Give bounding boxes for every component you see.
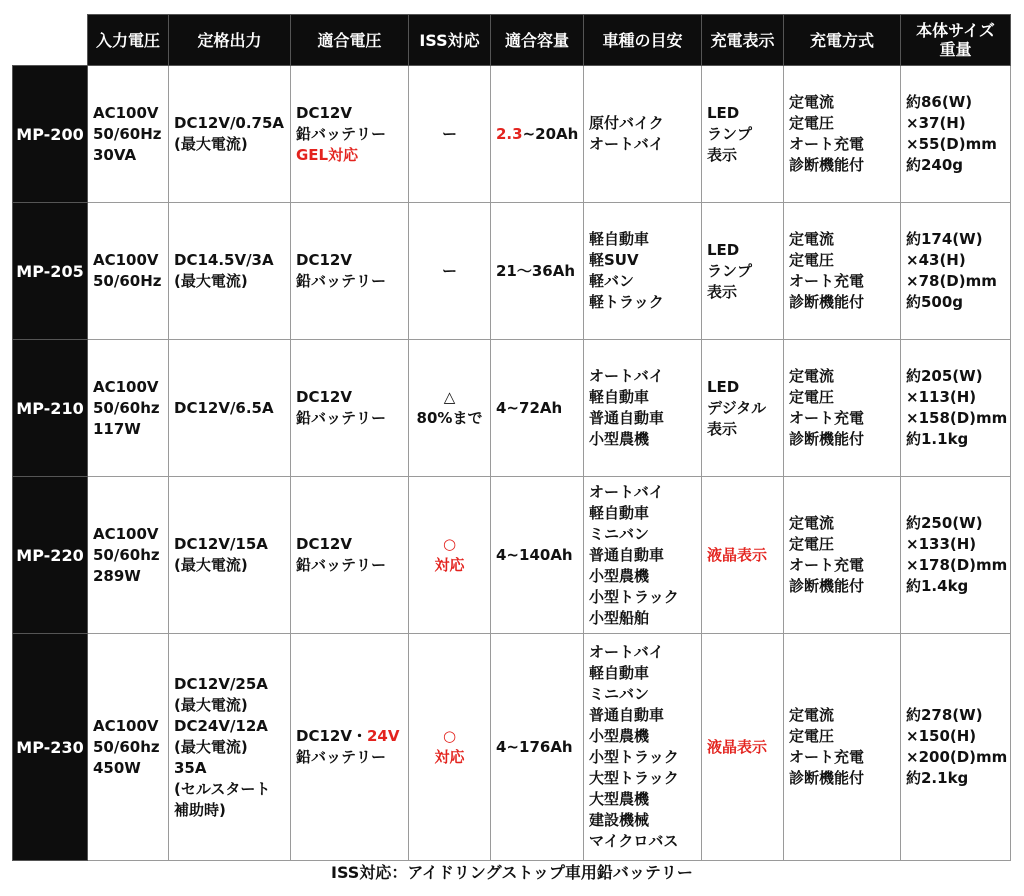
cell-line: 表示 [707,145,738,164]
cell-line: 定電圧 [789,535,835,553]
gel-support-text: GEL対応 [296,145,359,164]
cell-line: 50/60hz [93,545,160,564]
rated-output-cell [169,340,291,477]
cell-line: ×178(D)mm [906,556,1008,574]
cell-line: 50/60hz [93,398,160,417]
cell-line: 約2.1kg [906,769,969,787]
cell-line: 約250(W) [906,514,983,532]
table-row-mp-220 [13,477,1011,634]
cell-line: ×158(D)mm [906,409,1008,427]
cell-line: 鉛バッテリー [296,409,387,427]
cell-line: ランプ [707,124,753,143]
vehicle-cell [584,203,702,340]
cell-line: 小型農機 [589,727,650,745]
header-vehicle: 車種の目安 [584,15,702,66]
iss-supported-symbol: ○ [442,727,457,745]
header-battery-voltage: 適合電圧 [291,15,409,66]
cell-line: 小型農機 [589,566,650,585]
iss-cell [409,477,491,634]
cell-line: 鉛バッテリー [296,556,387,574]
cell-line: 117W [93,419,141,438]
cell-line: DC14.5V/3A [174,251,274,269]
cell-line: DC12V [296,535,352,553]
iss-cell: ー [409,66,491,203]
battery-voltage-cell [291,203,409,340]
header-weight-line: 重量 [939,40,972,59]
model-name: MP-220 [13,477,88,634]
cell-line: オート充電 [789,409,865,427]
cell-line: ランプ [707,261,753,280]
cell-line: オートバイ [589,482,664,501]
cell-line: ミニバン [589,524,650,543]
size-weight-cell [901,634,1011,861]
cell-line: 定電圧 [789,727,835,745]
capacity-cell: 4~140Ah [491,477,584,634]
cell-line: AC100V [93,251,159,269]
cell-line: 大型トラック [589,769,679,787]
iss-cell [409,634,491,861]
cell-line: 診断機能付 [789,769,865,787]
battery-voltage-cell [291,66,409,203]
cell-line: オートバイ [589,367,664,385]
cell-line: DC12V/15A [174,535,268,553]
cell-line: (最大電流) [174,695,248,714]
display-cell [702,203,784,340]
capacity-min-highlight: 2.3 [496,124,523,143]
header-iss: ISS対応 [409,15,491,66]
cell-line: オート充電 [789,556,865,574]
cell-line: 小型船舶 [589,608,650,627]
iss-note: 対応 [434,748,465,766]
cell-line: 鉛バッテリー [296,748,387,766]
method-cell [784,66,901,203]
header-capacity: 適合容量 [491,15,584,66]
cell-line: 小型農機 [589,430,650,448]
cell-line: 軽自動車 [589,230,650,248]
method-cell [784,203,901,340]
cell-line: 定電圧 [789,114,835,132]
cell-line: 大型農機 [589,790,650,808]
cell-line: AC100V [93,524,159,543]
cell-line: 約240g [906,156,964,174]
rated-output-cell [169,477,291,634]
cell-line: 軽自動車 [589,388,650,406]
cell-line: ×133(H) [906,535,977,553]
cell-line: 診断機能付 [789,430,865,448]
capacity-cell: 4~176Ah [491,634,584,861]
size-weight-cell [901,66,1011,203]
cell-line: 診断機能付 [789,293,865,311]
cell-line: 約205(W) [906,367,983,385]
method-cell [784,634,901,861]
input-voltage-cell [88,66,169,203]
input-voltage-cell [88,340,169,477]
capacity-cell [491,66,584,203]
vehicle-cell [584,634,702,861]
cell-line: 軽自動車 [589,664,650,682]
cell-line: 表示 [707,419,738,438]
cell-line: ×113(H) [906,388,977,406]
cell-line: ×43(H) [906,251,966,269]
table-row-mp-205 [13,203,1011,340]
cell-line: DC24V/12A [174,716,268,735]
cell-line: デジタル [707,398,767,417]
cell-line: 定電圧 [789,251,835,269]
cell-line: AC100V [93,716,159,735]
cell-line: オートバイ [589,643,664,661]
cell-line: ×78(D)mm [906,272,997,290]
table-row-mp-210 [13,340,1011,477]
battery-voltage-cell [291,634,409,861]
vehicle-cell [584,66,702,203]
cell-line: 約1.4kg [906,577,969,595]
cell-line: 約500g [906,293,964,311]
voltage-12v: DC12V・ [296,727,367,745]
cell-line: 約1.1kg [906,430,969,448]
display-cell [702,66,784,203]
cell-line: 289W [93,566,141,585]
cell-line: 小型トラック [589,748,679,766]
method-cell [784,340,901,477]
cell-line: DC12V/6.5A [174,398,274,417]
cell-line: 普通自動車 [589,545,665,564]
iss-supported-symbol: ○ [442,535,457,553]
cell-line: 鉛バッテリー [296,124,387,143]
cell-line: (最大電流) [174,272,248,290]
header-rated-output: 定格出力 [169,15,291,66]
display-cell: 液晶表示 [702,477,784,634]
cell-line: 定電流 [789,514,835,532]
header-row [13,15,1011,66]
cell-line: オート充電 [789,748,865,766]
rated-output-cell [169,66,291,203]
voltage-24v-highlight: 24V [366,727,400,745]
header-display: 充電表示 [702,15,784,66]
cell-line: 診断機能付 [789,156,865,174]
cell-line: 30VA [93,145,137,164]
vehicle-cell [584,340,702,477]
input-voltage-cell [88,477,169,634]
header-input-voltage: 入力電圧 [88,15,169,66]
cell-line: 約86(W) [906,93,973,111]
cell-line: 診断機能付 [789,577,865,595]
cell-line: ミニバン [589,685,650,703]
capacity-rest: ~20Ah [522,124,579,143]
cell-line: マイクロバス [589,832,679,850]
cell-line: オート充電 [789,272,865,290]
cell-line: 軽自動車 [589,503,650,522]
cell-line: 鉛バッテリー [296,272,387,290]
cell-line: (最大電流) [174,135,248,153]
input-voltage-cell [88,634,169,861]
cell-line: AC100V [93,103,159,122]
cell-line: 定電流 [789,230,835,248]
model-name: MP-200 [13,66,88,203]
display-cell: 液晶表示 [702,634,784,861]
capacity-cell: 21〜36Ah [491,203,584,340]
cell-line: 軽SUV [589,251,639,269]
cell-line: ×55(D)mm [906,135,997,153]
cell-line: 普通自動車 [589,706,665,724]
cell-line: 定電流 [789,367,835,385]
iss-cell [409,340,491,477]
iss-note: 対応 [434,556,465,574]
input-voltage-cell [88,203,169,340]
cell-line: 表示 [707,282,738,301]
header-corner [13,15,88,66]
battery-voltage-cell [291,340,409,477]
cell-line: オートバイ [589,135,664,153]
cell-line: 約278(W) [906,706,983,724]
size-weight-cell [901,340,1011,477]
cell-line: (セルスタート [174,779,271,798]
display-cell [702,340,784,477]
cell-line: DC12V/0.75A [174,114,285,132]
header-method: 充電方式 [784,15,901,66]
battery-voltage-cell [291,477,409,634]
cell-line: オート充電 [789,135,865,153]
size-weight-cell [901,203,1011,340]
method-cell [784,477,901,634]
cell-line: 50/60hz [93,737,160,756]
cell-line: 35A [174,758,207,777]
header-size-line: 本体サイズ [916,21,995,40]
cell-line: ×37(H) [906,114,966,132]
cell-line: 補助時) [174,800,226,819]
cell-line: 原付バイク [589,114,664,132]
cell-line: (最大電流) [174,737,248,756]
cell-line: (最大電流) [174,556,248,574]
iss-footnote: ISS対応：アイドリングストップ車用鉛バッテリー [331,863,693,882]
cell-line: 50/60Hz [93,124,162,143]
header-size-weight [901,15,1011,66]
table-row-mp-230 [13,634,1011,861]
spec-table [12,14,1011,861]
cell-line: AC100V [93,377,159,396]
cell-line: 約174(W) [906,230,983,248]
cell-line: 定電圧 [789,388,835,406]
cell-line: LED [707,240,740,259]
cell-line: DC12V [296,388,352,406]
model-name: MP-230 [13,634,88,861]
cell-line: 軽トラック [589,293,664,311]
iss-partial-symbol: △ [443,388,456,406]
model-name: MP-205 [13,203,88,340]
cell-line: 50/60Hz [93,272,162,290]
cell-line: ×200(D)mm [906,748,1008,766]
capacity-cell: 4~72Ah [491,340,584,477]
vehicle-cell [584,477,702,634]
cell-line: 450W [93,758,141,777]
iss-cell: ー [409,203,491,340]
cell-line: DC12V [296,251,352,269]
cell-line: DC12V/25A [174,674,268,693]
cell-line: 定電流 [789,706,835,724]
cell-line: LED [707,103,740,122]
cell-line: 小型トラック [589,587,679,606]
cell-line: 軽バン [589,272,635,290]
cell-line: 建設機械 [589,811,650,829]
cell-line: 定電流 [789,93,835,111]
model-name: MP-210 [13,340,88,477]
table-row-mp-200 [13,66,1011,203]
size-weight-cell [901,477,1011,634]
cell-line: DC12V [296,103,352,122]
rated-output-cell [169,203,291,340]
iss-note: 80%まで [416,409,483,427]
cell-line: ×150(H) [906,727,977,745]
rated-output-cell [169,634,291,861]
cell-line: LED [707,377,740,396]
cell-line [296,726,403,747]
cell-line: 普通自動車 [589,409,665,427]
